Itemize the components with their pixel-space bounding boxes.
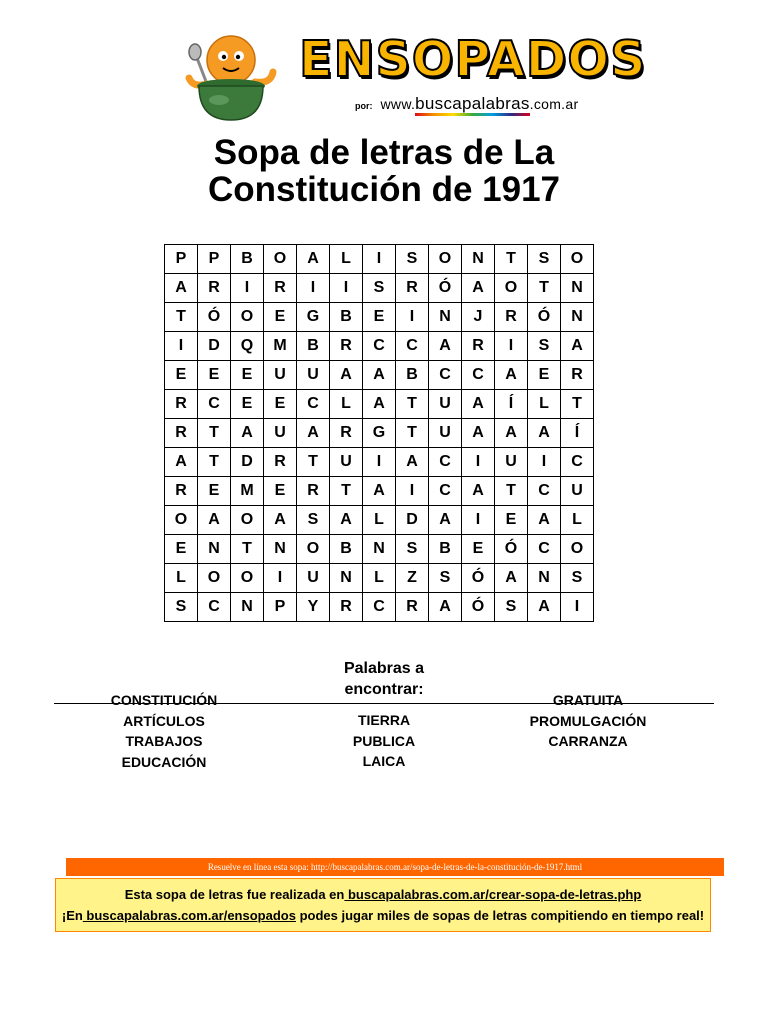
grid-cell: L: [165, 564, 198, 593]
grid-cell: T: [165, 303, 198, 332]
grid-row: [165, 477, 594, 506]
grid-cell: S: [561, 564, 594, 593]
grid-cell: E: [363, 303, 396, 332]
grid-cell: I: [363, 245, 396, 274]
grid-cell: O: [198, 564, 231, 593]
grid-cell: R: [198, 274, 231, 303]
grid-cell: A: [165, 448, 198, 477]
grid-cell: E: [231, 361, 264, 390]
word-item: ARTÍCULOS: [123, 712, 205, 729]
grid-cell: N: [264, 535, 297, 564]
grid-cell: A: [297, 419, 330, 448]
grid-cell: A: [363, 477, 396, 506]
grid-cell: C: [198, 593, 231, 622]
grid-cell: A: [165, 274, 198, 303]
word-item: PROMULGACIÓN: [529, 712, 647, 729]
grid-cell: S: [429, 564, 462, 593]
grid-row: [165, 332, 594, 361]
promo-line-2-suffix: podes jugar miles de sopas de letras compitiendo en tiempo real!: [295, 908, 705, 923]
title-line-2: Constitución de 1917: [207, 170, 561, 209]
word-list-column-1: [54, 690, 274, 772]
grid-cell: O: [264, 245, 297, 274]
grid-cell: T: [495, 245, 528, 274]
grid-cell: A: [462, 390, 495, 419]
grid-cell: Ó: [429, 274, 462, 303]
grid-cell: C: [462, 361, 495, 390]
grid-cell: Í: [561, 419, 594, 448]
grid-cell: R: [165, 477, 198, 506]
grid-cell: S: [528, 245, 561, 274]
grid-cell: I: [462, 448, 495, 477]
grid-cell: T: [198, 448, 231, 477]
grid-cell: P: [165, 245, 198, 274]
grid-cell: N: [330, 564, 363, 593]
grid-cell: O: [561, 535, 594, 564]
grid-cell: U: [429, 390, 462, 419]
grid-cell: A: [198, 506, 231, 535]
grid-cell: S: [528, 332, 561, 361]
grid-cell: E: [462, 535, 495, 564]
byline-por: por:: [355, 101, 373, 111]
word-item: GRATUITA: [552, 692, 624, 708]
word-list-column-2: [274, 710, 494, 772]
grid-cell: N: [561, 274, 594, 303]
word-item: PUBLICA: [352, 732, 416, 749]
grid-cell: T: [231, 535, 264, 564]
grid-cell: Ó: [198, 303, 231, 332]
grid-cell: R: [495, 303, 528, 332]
grid-cell: S: [165, 593, 198, 622]
word-item: TRABAJOS: [125, 733, 203, 749]
grid-row: [165, 593, 594, 622]
page-title: [0, 134, 768, 208]
grid-cell: D: [231, 448, 264, 477]
grid-row: [165, 303, 594, 332]
grid-cell: I: [330, 274, 363, 303]
grid-cell: B: [330, 303, 363, 332]
grid-cell: E: [198, 361, 231, 390]
grid-cell: A: [495, 361, 528, 390]
grid-cell: R: [462, 332, 495, 361]
grid-cell: L: [561, 506, 594, 535]
grid-cell: C: [363, 593, 396, 622]
grid-cell: G: [297, 303, 330, 332]
ensopados-link[interactable]: buscapalabras.com.ar/ensopados: [82, 908, 296, 923]
grid-cell: E: [264, 303, 297, 332]
words-heading-line-2: encontrar:: [344, 681, 424, 698]
grid-row: [165, 361, 594, 390]
grid-cell: P: [264, 593, 297, 622]
grid-cell: T: [495, 477, 528, 506]
header-logo: [185, 28, 647, 123]
grid-cell: O: [165, 506, 198, 535]
grid-cell: O: [297, 535, 330, 564]
grid-cell: M: [231, 477, 264, 506]
grid-cell: N: [198, 535, 231, 564]
word-list-column-3: [478, 690, 698, 752]
grid-cell: E: [231, 390, 264, 419]
grid-cell: L: [330, 245, 363, 274]
grid-cell: E: [528, 361, 561, 390]
grid-cell: B: [297, 332, 330, 361]
grid-cell: R: [165, 390, 198, 419]
grid-cell: E: [165, 535, 198, 564]
grid-cell: T: [528, 274, 561, 303]
grid-cell: Y: [297, 593, 330, 622]
grid-cell: C: [429, 477, 462, 506]
title-line-1: Sopa de letras de La: [213, 133, 555, 172]
site-byline: [355, 94, 578, 114]
grid-cell: Ó: [462, 593, 495, 622]
grid-cell: Ó: [528, 303, 561, 332]
promo-line-2: [56, 905, 710, 926]
grid-cell: A: [528, 506, 561, 535]
grid-cell: L: [330, 390, 363, 419]
grid-cell: P: [198, 245, 231, 274]
word-item: CONSTITUCIÓN: [110, 692, 218, 708]
grid-cell: I: [561, 593, 594, 622]
grid-cell: U: [330, 448, 363, 477]
grid-cell: L: [363, 506, 396, 535]
grid-cell: C: [561, 448, 594, 477]
grid-cell: R: [396, 274, 429, 303]
grid-cell: O: [561, 245, 594, 274]
grid-cell: A: [462, 477, 495, 506]
grid-cell: A: [429, 593, 462, 622]
grid-cell: G: [363, 419, 396, 448]
grid-cell: D: [396, 506, 429, 535]
grid-cell: Ó: [462, 564, 495, 593]
grid-cell: U: [429, 419, 462, 448]
online-solve-link[interactable]: Resuelve en línea esta sopa: http://buscapalabras.com.ar/sopa-de-letras-de-la-constitución-de-1917.html: [66, 858, 724, 876]
word-item: LAICA: [362, 753, 406, 769]
grid-row: [165, 535, 594, 564]
promo-line-1: [56, 884, 710, 905]
grid-cell: D: [198, 332, 231, 361]
words-heading: [284, 658, 484, 700]
grid-cell: U: [264, 419, 297, 448]
grid-cell: N: [363, 535, 396, 564]
word-item: CARRANZA: [548, 733, 628, 749]
grid-row: [165, 448, 594, 477]
grid-cell: A: [330, 506, 363, 535]
grid-cell: E: [165, 361, 198, 390]
grid-cell: A: [462, 419, 495, 448]
grid-cell: I: [297, 274, 330, 303]
grid-cell: R: [330, 593, 363, 622]
grid-cell: E: [495, 506, 528, 535]
grid-cell: R: [264, 274, 297, 303]
grid-cell: L: [363, 564, 396, 593]
grid-cell: E: [198, 477, 231, 506]
grid-cell: U: [495, 448, 528, 477]
grid-row: [165, 390, 594, 419]
grid-cell: R: [396, 593, 429, 622]
grid-cell: N: [561, 303, 594, 332]
grid-cell: R: [330, 419, 363, 448]
octopus-in-pot-icon: [185, 32, 277, 122]
grid-cell: Ó: [495, 535, 528, 564]
grid-cell: T: [396, 419, 429, 448]
grid-cell: C: [363, 332, 396, 361]
grid-cell: U: [297, 564, 330, 593]
grid-cell: A: [264, 506, 297, 535]
grid-cell: A: [528, 593, 561, 622]
grid-cell: I: [264, 564, 297, 593]
grid-cell: I: [363, 448, 396, 477]
grid-cell: Í: [495, 390, 528, 419]
grid-cell: A: [495, 419, 528, 448]
grid-cell: O: [429, 245, 462, 274]
grid-cell: O: [231, 506, 264, 535]
grid-cell: C: [198, 390, 231, 419]
create-puzzle-link[interactable]: buscapalabras.com.ar/crear-sopa-de-letras.php: [344, 887, 642, 902]
grid-cell: J: [462, 303, 495, 332]
promo-line-1-text: Esta sopa de letras fue realizada en: [124, 887, 345, 902]
grid-cell: A: [363, 390, 396, 419]
grid-cell: T: [561, 390, 594, 419]
word-search-grid: [164, 244, 594, 622]
grid-cell: I: [462, 506, 495, 535]
grid-cell: B: [231, 245, 264, 274]
grid-cell: E: [264, 390, 297, 419]
grid-cell: S: [297, 506, 330, 535]
grid-cell: A: [330, 361, 363, 390]
grid-cell: A: [495, 564, 528, 593]
logo-wordmark: ENSOPADOS: [299, 31, 647, 88]
grid-cell: E: [264, 477, 297, 506]
grid-cell: A: [297, 245, 330, 274]
grid-cell: A: [528, 419, 561, 448]
grid-row: [165, 506, 594, 535]
grid-cell: S: [495, 593, 528, 622]
grid-cell: S: [396, 245, 429, 274]
grid-cell: M: [264, 332, 297, 361]
promo-line-2-text: ¡En: [61, 908, 83, 923]
grid-cell: Q: [231, 332, 264, 361]
grid-cell: L: [528, 390, 561, 419]
grid-cell: U: [264, 361, 297, 390]
grid-cell: R: [561, 361, 594, 390]
grid-cell: O: [231, 564, 264, 593]
grid-cell: N: [231, 593, 264, 622]
grid-cell: C: [429, 361, 462, 390]
grid-cell: A: [429, 332, 462, 361]
grid-cell: R: [264, 448, 297, 477]
grid-cell: C: [528, 535, 561, 564]
words-heading-line-1: Palabras a: [343, 660, 425, 677]
grid-row: [165, 245, 594, 274]
grid-cell: R: [165, 419, 198, 448]
byline-brand: buscapalabras: [415, 94, 529, 116]
grid-cell: C: [396, 332, 429, 361]
grid-cell: I: [165, 332, 198, 361]
grid-row: [165, 274, 594, 303]
grid-cell: O: [495, 274, 528, 303]
grid-cell: S: [363, 274, 396, 303]
grid-cell: A: [429, 506, 462, 535]
grid-cell: T: [330, 477, 363, 506]
promo-box: [55, 878, 711, 932]
grid-cell: A: [561, 332, 594, 361]
grid-row: [165, 419, 594, 448]
grid-cell: T: [297, 448, 330, 477]
grid-cell: B: [429, 535, 462, 564]
grid-cell: N: [528, 564, 561, 593]
grid-cell: C: [297, 390, 330, 419]
byline-suffix: .com.ar: [529, 96, 579, 112]
word-item: TIERRA: [357, 712, 411, 728]
grid-cell: N: [462, 245, 495, 274]
grid-cell: C: [429, 448, 462, 477]
grid-cell: I: [396, 303, 429, 332]
grid-cell: I: [231, 274, 264, 303]
grid-cell: A: [363, 361, 396, 390]
grid-cell: T: [198, 419, 231, 448]
grid-cell: R: [297, 477, 330, 506]
grid-cell: I: [528, 448, 561, 477]
grid-cell: C: [528, 477, 561, 506]
grid-cell: I: [495, 332, 528, 361]
grid-row: [165, 564, 594, 593]
grid-cell: I: [396, 477, 429, 506]
grid-cell: B: [396, 361, 429, 390]
grid-cell: A: [396, 448, 429, 477]
grid-cell: A: [231, 419, 264, 448]
grid-cell: Z: [396, 564, 429, 593]
grid-cell: O: [231, 303, 264, 332]
grid-cell: S: [396, 535, 429, 564]
word-item: EDUCACIÓN: [121, 753, 207, 770]
grid-cell: A: [462, 274, 495, 303]
grid-cell: U: [297, 361, 330, 390]
byline-prefix: www.: [380, 96, 416, 112]
grid-cell: U: [561, 477, 594, 506]
grid-cell: B: [330, 535, 363, 564]
grid-cell: R: [330, 332, 363, 361]
grid-cell: N: [429, 303, 462, 332]
grid-cell: T: [396, 390, 429, 419]
